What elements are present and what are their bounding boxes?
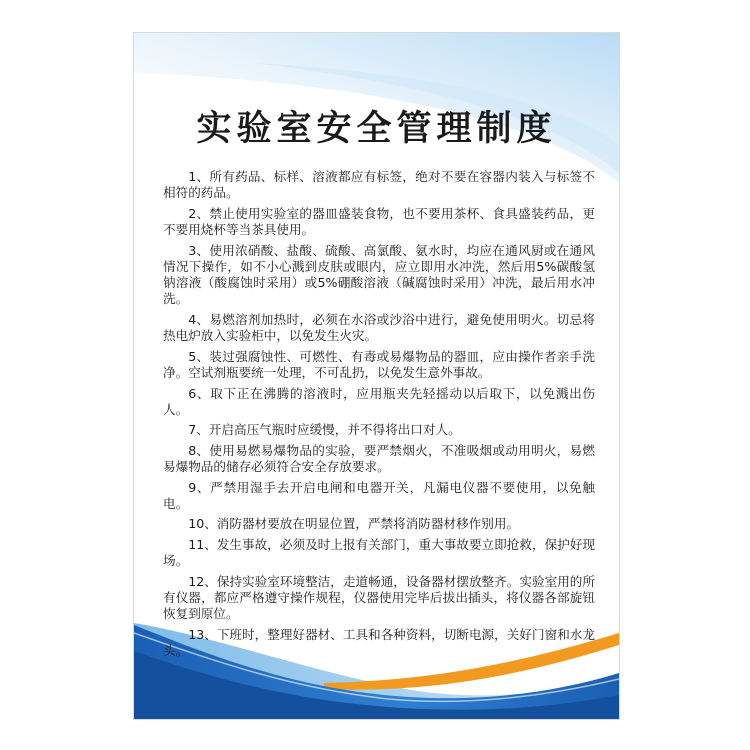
poster-title: 实验室安全管理制度 — [196, 109, 557, 149]
rule-item: 12、保持实验室环境整洁，走道畅通，设备器材摆放整齐。实验室用的所有仪器，都应严格遵守操作规程，仪器使用完毕后拔出插头，将仪器各部旋钮恢复到原位。 — [163, 573, 595, 622]
rule-item: 6、取下正在沸腾的溶液时，应用瓶夹先轻摇动以后取下，以免溅出伤人。 — [163, 385, 595, 417]
rule-item: 10、消防器材要放在明显位置，严禁将消防器材移作别用。 — [188, 516, 520, 532]
rule-item: 8、使用易燃易爆物品的实验，要严禁烟火，不准吸烟或动用明火，易燃易爆物品的储存必须符合安全存放要求。 — [163, 442, 595, 475]
rule-item: 13、下班时，整理好器材、工具和各种资料，切断电源，关好门窗和水龙头。 — [163, 626, 595, 658]
rule-item: 4、易燃溶剂加热时，必须在水浴或沙浴中进行，避免使用明火。切忌将热电炉放入实验柜中，以免发生火灾。 — [163, 311, 595, 344]
rule-item: 11、发生事故，必须及时上报有关部门，重大事故要立即抢救，保护好现场。 — [163, 536, 595, 569]
rule-item: 2、禁止使用实验室的器皿盛装食物，也不要用茶杯、食具盛装药品，更不要用烧杯等当茶具使用。 — [163, 205, 595, 238]
rule-item: 1、所有药品、标样、溶液都应有标签，绝对不要在容器内装入与标签不相符的药品。 — [163, 169, 595, 201]
rule-item: 7、开启高压气瓶时应缓慢，并不得将出口对人。 — [188, 422, 461, 438]
rule-item: 3、使用浓硝酸、盐酸、硫酸、高氯酸、氨水时，均应在通风厨或在通风情况下操作，如不小心溅到皮肤或眼内，应立即用水冲洗，然后用5%碳酸氢钠溶液（酸腐蚀时采用）或5%硼酸溶液（碱腐蚀时采用）冲洗，最后用水冲洗。 — [163, 242, 595, 307]
rules-list — [163, 169, 595, 663]
safety-poster — [133, 32, 620, 720]
rule-item: 5、装过强腐蚀性、可燃性、有毒或易爆物品的器皿，应由操作者亲手洗净。空试剂瓶要统一处理，不可乱扔，以免发生意外事故。 — [163, 348, 595, 381]
rule-item: 9、严禁用湿手去开启电闸和电器开关，凡漏电仪器不要使用，以免触电。 — [163, 479, 595, 511]
